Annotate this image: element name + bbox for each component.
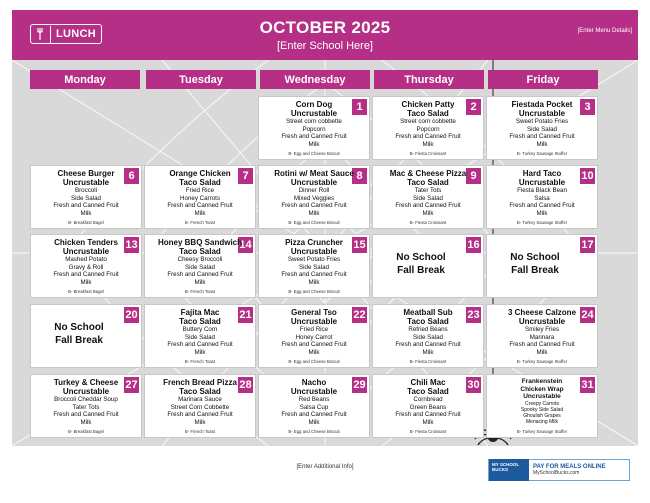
day-header-thursday: Thursday	[374, 70, 484, 89]
menu-items	[147, 308, 253, 356]
side-line: Side Salad	[299, 263, 329, 271]
day-cell	[372, 234, 484, 298]
day-cell	[144, 304, 256, 368]
side-line: Milk	[80, 209, 92, 217]
side-line: Fresh and Canned Fruit	[281, 133, 347, 141]
breakfast-note: B- Egg and Cheese Biscuit	[288, 151, 340, 156]
side-line: Fresh and Canned Fruit	[509, 341, 575, 349]
side-line: Fresh and Canned Fruit	[509, 202, 575, 210]
side-line: Fresh and Canned Fruit	[281, 341, 347, 349]
side-line: Fresh and Canned Fruit	[281, 271, 347, 279]
side-line: Tater Tots	[72, 403, 100, 411]
entree-line: Pizza Cruncher	[285, 238, 343, 247]
side-line: Milk	[422, 418, 434, 426]
side-line: Sweet Potato Fries	[515, 118, 569, 125]
side-line: Milk	[536, 209, 548, 217]
side-line: Broccoli Cheddar Soup	[54, 396, 118, 403]
entree-line: Uncrustable	[62, 178, 110, 187]
day-cell	[144, 374, 256, 438]
side-line: Creepy Carrots	[525, 400, 559, 407]
no-school-line: No School	[510, 252, 560, 263]
side-line: Salsa	[534, 194, 550, 202]
date-number: 31	[581, 379, 594, 391]
entree-line: Taco Salad	[179, 247, 221, 256]
day-header-tuesday: Tuesday	[146, 70, 256, 89]
menu-items	[147, 169, 253, 217]
day-cell	[30, 304, 142, 368]
day-cell	[486, 304, 598, 368]
side-line: Fresh and Canned Fruit	[281, 202, 347, 210]
side-line: Fresh and Canned Fruit	[395, 411, 461, 419]
entree-line: Uncrustable	[518, 317, 566, 326]
day-cell	[486, 96, 598, 160]
side-line: Gravy & Roll	[68, 263, 104, 271]
entree-line: Uncrustable	[290, 178, 338, 187]
day-header-wednesday: Wednesday	[260, 70, 370, 89]
date-number: 30	[467, 379, 480, 391]
side-line: Milk	[422, 140, 434, 148]
no-school-notice	[37, 321, 121, 347]
side-line: Menacing Milk	[526, 419, 558, 426]
side-line: Fried Rice	[299, 326, 329, 333]
date-number: 24	[581, 309, 594, 321]
page-title: OCTOBER 2025	[259, 18, 391, 37]
entree-line: 3 Cheese Calzone	[507, 308, 577, 317]
entree-line: Taco Salad	[179, 178, 221, 187]
entree-line: Turkey & Cheese	[53, 378, 119, 387]
side-line: Side Salad	[413, 333, 443, 341]
entree-line: Uncrustable	[290, 387, 338, 396]
entree-line: Hard Taco	[522, 169, 562, 178]
side-line: Milk	[536, 348, 548, 356]
entree-line: Uncrustable	[290, 317, 338, 326]
menu-items	[375, 378, 481, 426]
day-cell	[144, 234, 256, 298]
menu-items	[489, 169, 595, 217]
menu-items	[375, 100, 481, 148]
no-school-line: No School	[54, 322, 104, 333]
day-cell	[258, 234, 370, 298]
day-cell	[372, 96, 484, 160]
day-cell	[258, 96, 370, 160]
breakfast-note: B- Egg and Cheese Biscuit	[288, 289, 340, 294]
no-school-line: No School	[396, 252, 446, 263]
side-line: Milk	[422, 209, 434, 217]
day-header-monday: Monday	[30, 70, 140, 89]
side-line: Cheesy Broccoli	[177, 256, 223, 263]
breakfast-note: B- Breakfast Bagel	[68, 289, 104, 294]
side-line: Milk	[308, 140, 320, 148]
entree-line: Uncrustable	[518, 109, 566, 118]
side-line: Mashed Potato	[65, 256, 107, 263]
side-line: Fresh and Canned Fruit	[167, 202, 233, 210]
side-line: Salsa Cup	[299, 403, 329, 411]
breakfast-note: B- Fiesta Croissant	[409, 220, 447, 225]
side-line: Marinara Sauce	[178, 396, 222, 403]
side-line: Milk	[194, 348, 206, 356]
breakfast-note: B- Egg and Cheese Biscuit	[288, 359, 340, 364]
date-number: 28	[239, 379, 252, 391]
entree-line: French Bread Pizza	[163, 378, 237, 387]
date-number: 29	[353, 379, 366, 391]
breakfast-note: B- French Toast	[184, 220, 216, 225]
breakfast-note: B- Turkey Sausage Stuffer	[516, 220, 568, 225]
menu-items	[261, 378, 367, 426]
side-line: Milk	[422, 348, 434, 356]
date-number: 13	[125, 239, 138, 251]
breakfast-note: B- Breakfast Bagel	[68, 220, 104, 225]
entree-line: Rotini w/ Meat Sauce	[274, 169, 354, 178]
lunch-badge-label: LUNCH	[56, 28, 96, 40]
entree-line: Uncrustable	[62, 387, 110, 396]
side-line: Honey Carrot	[295, 333, 333, 341]
side-line: Milk	[194, 209, 206, 217]
entree-line: Frankenstein	[521, 378, 563, 385]
side-line: Tater Tots	[414, 187, 442, 194]
entree-line: General Tso	[291, 308, 337, 317]
menu-items	[33, 169, 139, 217]
breakfast-note: B- Fiesta Croissant	[409, 151, 447, 156]
menu-items	[489, 308, 595, 356]
date-number: 8	[352, 168, 367, 184]
entree-line: Uncrustable	[523, 393, 561, 400]
menu-items	[489, 378, 595, 426]
side-line: Dinner Roll	[298, 187, 330, 194]
msb-line1: PAY FOR MEALS ONLINE	[533, 464, 606, 470]
side-line: Fiesta Black Bean	[517, 187, 567, 194]
side-line: Fresh and Canned Fruit	[509, 133, 575, 141]
day-cell	[372, 165, 484, 229]
side-line: Fresh and Canned Fruit	[167, 271, 233, 279]
side-line: Fresh and Canned Fruit	[53, 271, 119, 279]
side-line: Fresh and Canned Fruit	[395, 202, 461, 210]
day-cell	[30, 234, 142, 298]
menu-items	[261, 100, 367, 148]
entree-line: Cheese Burger	[57, 169, 115, 178]
breakfast-note: B- Egg and Cheese Biscuit	[288, 220, 340, 225]
day-cell	[372, 374, 484, 438]
side-line: Fried Rice	[185, 187, 215, 194]
day-cell	[372, 304, 484, 368]
day-cell	[486, 165, 598, 229]
day-cell	[30, 165, 142, 229]
side-line: Milk	[194, 278, 206, 286]
date-number: 15	[353, 239, 366, 251]
date-number: 22	[353, 309, 366, 321]
myschoolbucks-banner[interactable]	[488, 459, 630, 481]
breakfast-note: B- French Toast	[184, 289, 216, 294]
myschoolbucks-logo: MY SCHOOL BUCKS	[489, 459, 529, 481]
date-number: 7	[238, 168, 253, 184]
side-line: Street corn cobbette	[286, 118, 342, 125]
menu-items	[261, 308, 367, 356]
no-school-line: Fall Break	[55, 335, 103, 346]
entree-line: Taco Salad	[179, 387, 221, 396]
no-school-notice	[379, 251, 463, 277]
side-line: Side Salad	[185, 263, 215, 271]
breakfast-note: B- Egg and Cheese Biscuit	[288, 429, 340, 434]
day-cell	[258, 165, 370, 229]
entree-line: Corn Dog	[295, 100, 333, 109]
day-cell	[258, 374, 370, 438]
menu-items	[147, 238, 253, 286]
date-number: 20	[125, 309, 138, 321]
date-number: 10	[581, 170, 594, 182]
side-line: Spooky Side Salad	[520, 406, 564, 413]
no-school-line: Fall Break	[511, 265, 559, 276]
entree-line: Chicken Wrap	[520, 385, 564, 393]
breakfast-note: B- French Toast	[184, 359, 216, 364]
entree-line: Fajita Mac	[180, 308, 220, 317]
side-line: Milk	[308, 209, 320, 217]
side-line: Broccoli	[74, 187, 97, 194]
date-number: 16	[467, 239, 480, 251]
day-cell	[144, 165, 256, 229]
date-number: 2	[466, 99, 481, 115]
side-line: Side Salad	[185, 333, 215, 341]
side-line: Fresh and Canned Fruit	[395, 133, 461, 141]
no-school-line: Fall Break	[397, 265, 445, 276]
entree-line: Mac & Cheese Pizza	[389, 169, 467, 178]
breakfast-note: B- Breakfast Bagel	[68, 429, 104, 434]
side-line: Green Beans	[409, 403, 447, 411]
school-name: [Enter School Here]	[277, 40, 373, 52]
date-number: 1	[352, 99, 367, 115]
side-line: Popcorn	[302, 125, 326, 133]
entree-line: Orange Chicken	[169, 169, 231, 178]
date-number: 21	[239, 309, 252, 321]
msb-line2: MySchoolBucks.com	[533, 470, 580, 476]
breakfast-note: B- Turkey Sausage Stuffer	[516, 359, 568, 364]
side-line: Mixed Veggies	[293, 194, 335, 202]
date-number: 17	[581, 239, 594, 251]
calendar-board	[12, 60, 638, 446]
menu-details: [Enter Menu Details]	[577, 28, 632, 34]
side-line: Side Salad	[527, 125, 557, 133]
side-line: Milk	[80, 418, 92, 426]
side-line: Fresh and Canned Fruit	[395, 341, 461, 349]
date-number: 6	[124, 168, 139, 184]
side-line: Street Corn Cobbette	[170, 403, 230, 411]
breakfast-note: B- Turkey Sausage Stuffer	[516, 151, 568, 156]
menu-items	[33, 238, 139, 286]
entree-line: Honey BBQ Sandwich	[157, 238, 242, 247]
side-line: Fresh and Canned Fruit	[167, 411, 233, 419]
menu-items	[147, 378, 253, 426]
side-line: Ghoulish Grapes	[523, 413, 561, 420]
side-line: Street corn cobbette	[400, 118, 456, 125]
side-line: Honey Carrots	[180, 194, 220, 202]
entree-line: Taco Salad	[407, 387, 449, 396]
side-line: Marinara	[529, 333, 555, 341]
entree-line: Uncrustable	[62, 247, 110, 256]
day-cell	[30, 374, 142, 438]
breakfast-note: B- Fiesta Croissant	[409, 429, 447, 434]
side-line: Popcorn	[416, 125, 440, 133]
side-line: Smiley Fries	[524, 326, 560, 333]
day-cell	[486, 234, 598, 298]
side-line: Fresh and Canned Fruit	[167, 341, 233, 349]
date-number: 3	[580, 99, 595, 115]
breakfast-note: B- Fiesta Croissant	[409, 359, 447, 364]
side-line: Side Salad	[413, 194, 443, 202]
entree-line: Fiestada Pocket	[511, 100, 573, 109]
entree-line: Taco Salad	[407, 109, 449, 118]
side-line: Red Beans	[298, 396, 330, 403]
entree-line: Nacho	[301, 378, 327, 387]
side-line: Fresh and Canned Fruit	[53, 411, 119, 419]
menu-items	[375, 308, 481, 356]
menu-items	[261, 238, 367, 286]
entree-line: Uncrustable	[290, 109, 338, 118]
header-banner	[12, 10, 638, 60]
side-line: Fresh and Canned Fruit	[53, 202, 119, 210]
side-line: Milk	[80, 278, 92, 286]
breakfast-note: B- French Toast	[184, 429, 216, 434]
side-line: Buttery Corn	[182, 326, 218, 333]
side-line: Side Salad	[71, 194, 101, 202]
date-number: 23	[467, 309, 480, 321]
menu-items	[261, 169, 367, 217]
date-number: 9	[466, 168, 481, 184]
entree-line: Uncrustable	[518, 178, 566, 187]
entree-line: Uncrustable	[290, 247, 338, 256]
side-line: Sweet Potato Fries	[287, 256, 341, 263]
side-line: Milk	[308, 278, 320, 286]
day-cell	[486, 374, 598, 438]
side-line: Refried Beans	[408, 326, 448, 333]
menu-items	[33, 378, 139, 426]
day-header-friday: Friday	[488, 70, 598, 89]
entree-line: Chili Mac	[410, 378, 446, 387]
side-line: Milk	[308, 348, 320, 356]
entree-line: Taco Salad	[407, 178, 449, 187]
entree-line: Taco Salad	[407, 317, 449, 326]
side-line: Fresh and Canned Fruit	[281, 411, 347, 419]
date-number: 14	[239, 239, 252, 251]
entree-line: Taco Salad	[179, 317, 221, 326]
no-school-notice	[493, 251, 577, 277]
breakfast-note: B- Turkey Sausage Stuffer	[516, 429, 568, 434]
additional-info: [Enter Additional Info]	[296, 464, 354, 470]
side-line: Milk	[308, 418, 320, 426]
side-line: Cornbread	[413, 396, 443, 403]
side-line: Milk	[194, 418, 206, 426]
entree-line: Meatball Sub	[403, 308, 453, 317]
entree-line: Chicken Patty	[401, 100, 455, 109]
menu-items	[375, 169, 481, 217]
menu-items	[489, 100, 595, 148]
entree-line: Chicken Tenders	[54, 238, 118, 247]
day-cell	[258, 304, 370, 368]
date-number: 27	[125, 379, 138, 391]
side-line: Milk	[536, 140, 548, 148]
